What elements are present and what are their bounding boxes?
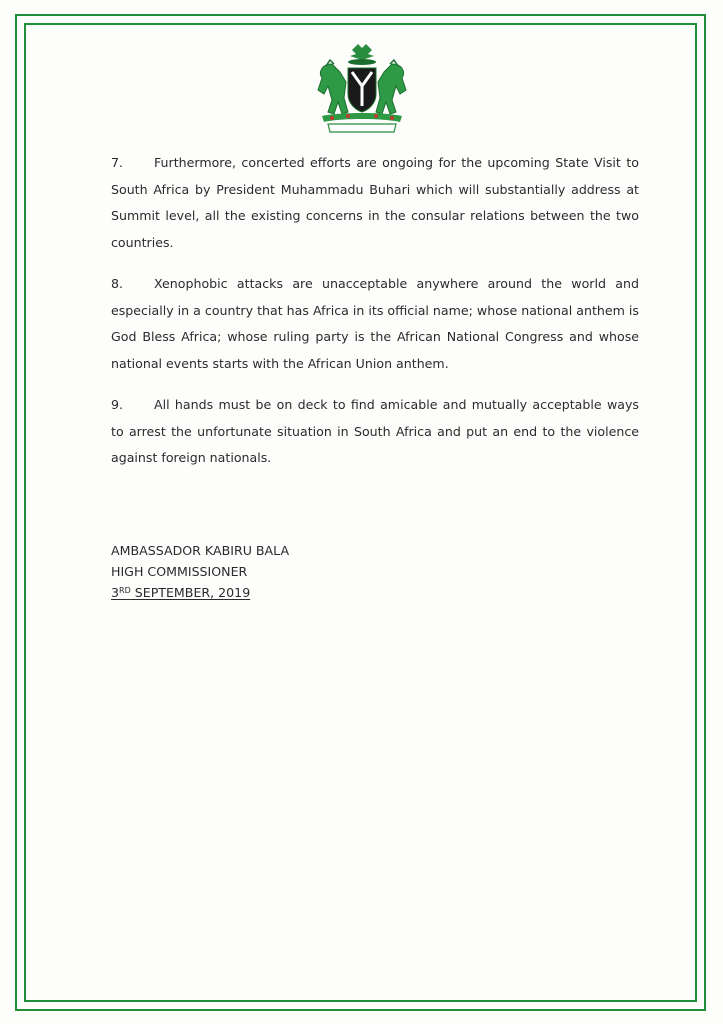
paragraph-number: 7. [111, 155, 124, 170]
paragraph-7 [111, 150, 639, 256]
date-day: 3 [111, 585, 120, 600]
coat-of-arms-icon [308, 42, 416, 134]
paragraph-text: All hands must be on deck to find amicable and mutually acceptable ways to arrest the unfortunate situation in South Africa and put an end to the violence against foreign nationals. [111, 397, 639, 465]
date-rest: SEPTEMBER, 2019 [130, 585, 251, 600]
paragraph-9 [111, 392, 639, 472]
signature-block [111, 540, 289, 603]
date-suffix: RD [119, 586, 131, 595]
paragraph-text: Furthermore, concerted efforts are ongoing for the upcoming State Visit to South Africa by President Muhammadu Buhari which will substantially address at Summit level, all the existing concerns in the consular relations between the two countries. [111, 155, 639, 250]
signatory-name: AMBASSADOR KABIRU BALA [111, 543, 290, 558]
paragraph-number: 9. [111, 397, 124, 412]
letter-body [111, 150, 639, 487]
paragraph-number: 8. [111, 276, 124, 291]
paragraph-8 [111, 271, 639, 377]
signature-date [111, 582, 289, 603]
paragraph-text: Xenophobic attacks are unacceptable anywhere around the world and especially in a country that has Africa in its official name; whose national anthem is God Bless Africa; whose ruling party is the African National Congress and whose national events starts with the African Union anthem. [111, 276, 639, 371]
signatory-title: HIGH COMMISSIONER [111, 564, 248, 579]
